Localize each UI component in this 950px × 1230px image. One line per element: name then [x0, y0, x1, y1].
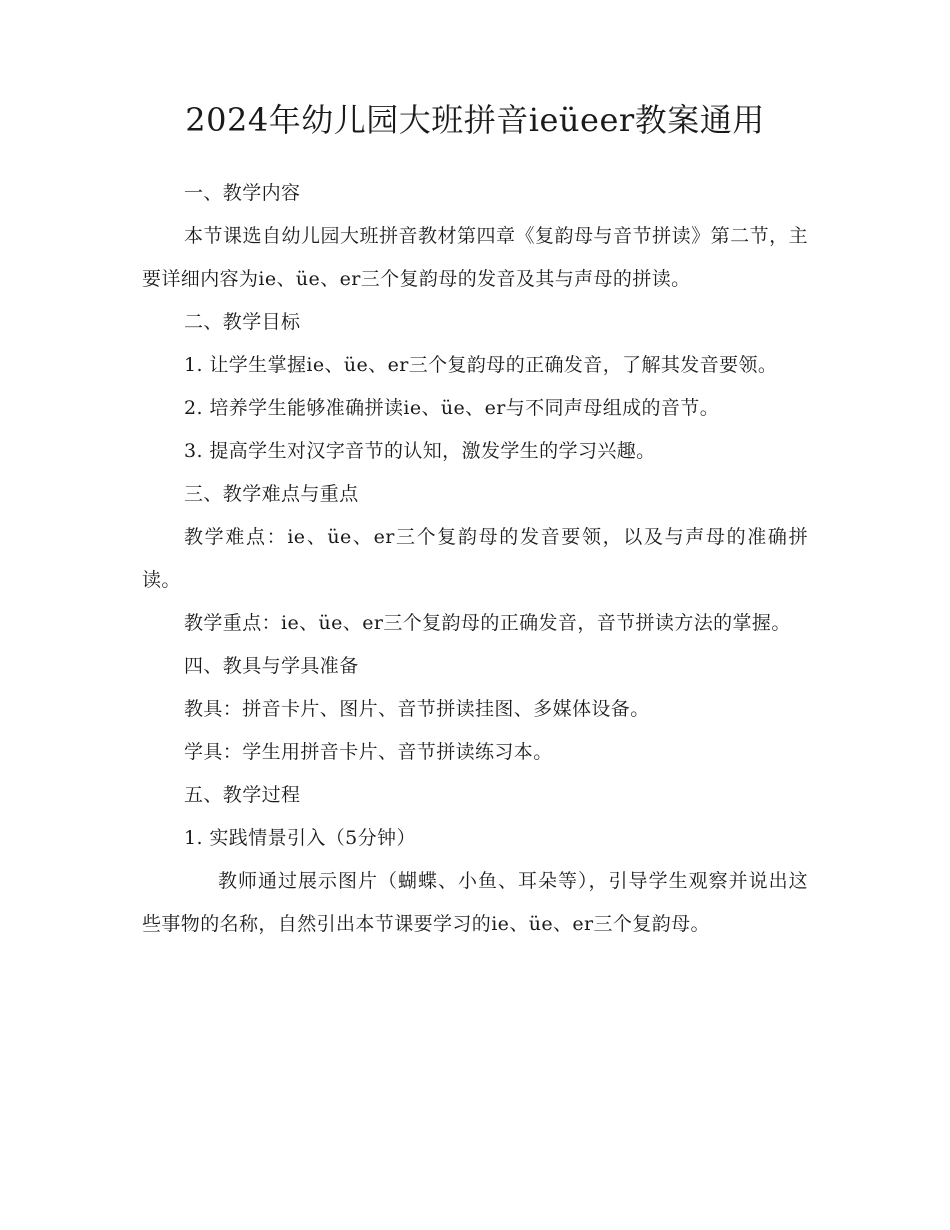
objective-item-2: 2. 培养学生能够准确拼读ie、üe、er与不同声母组成的音节。: [184, 397, 720, 419]
section-heading-materials: 四、教具与学具准备: [184, 655, 359, 677]
objective-item-1: 1. 让学生掌握ie、üe、er三个复韵母的正确发音，了解其发音要领。: [184, 354, 778, 376]
section-heading-process: 五、教学过程: [184, 784, 301, 806]
paragraph-difficulty: 教学难点：ie、üe、er三个复韵母的发音要领，以及与声母的准确拼读。: [142, 526, 808, 591]
document-title: 2024年幼儿园大班拼音ieüeer教案通用: [185, 101, 765, 139]
paragraph-teaching-aids: 教具：拼音卡片、图片、音节拼读挂图、多媒体设备。: [184, 698, 650, 720]
section-heading-difficulties: 三、教学难点与重点: [184, 483, 359, 505]
objective-item-3: 3. 提高学生对汉字音节的认知，激发学生的学习兴趣。: [184, 440, 656, 462]
paragraph-key-point: 教学重点：ie、üe、er三个复韵母的正确发音，音节拼读方法的掌握。: [184, 612, 791, 634]
paragraph-learning-aids: 学具：学生用拼音卡片、音节拼读练习本。: [184, 741, 553, 763]
section-heading-objectives: 二、教学目标: [184, 311, 301, 333]
section-heading-content: 一、教学内容: [184, 182, 301, 204]
paragraph-content: 本节课选自幼儿园大班拼音教材第四章《复韵母与音节拼读》第二节，主要详细内容为ie、üe、er三个复韵母的发音及其与声母的拼读。: [142, 225, 808, 290]
paragraph-step-1-detail: 教师通过展示图片（蝴蝶、小鱼、耳朵等），引导学生观察并说出这些事物的名称，自然引出本节课要学习的ie、üe、er三个复韵母。: [142, 870, 808, 935]
process-step-1: 1. 实践情景引入（5分钟）: [184, 827, 416, 849]
